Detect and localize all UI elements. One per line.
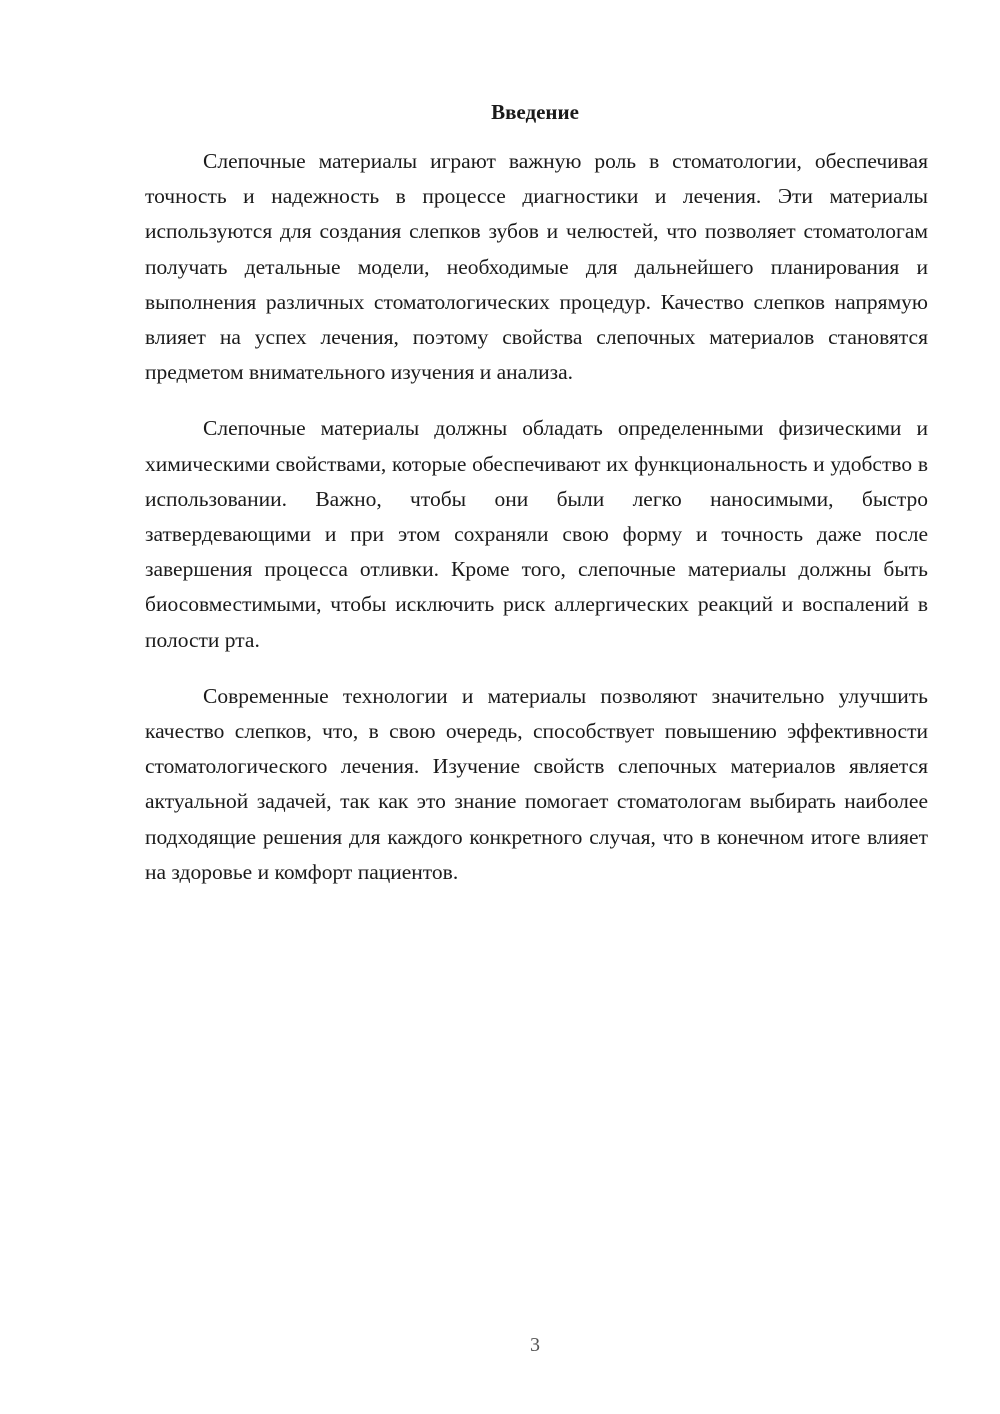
section-heading: Введение xyxy=(491,100,579,124)
body-text xyxy=(145,144,928,911)
page-number: 3 xyxy=(530,1334,540,1356)
paragraph-2: Слепочные материалы должны обладать определенными физическими и химическими свойствами, которые обеспечивают их функциональность и удобство в использовании. Важно, чтобы они были легко наносимыми, быстро затвердевающими и при этом сохраняли свою форму и точность даже после завершения процесса отливки. Кроме того, слепочные материалы должны быть биосовместимыми, чтобы исключить риск аллергических реакций и воспалений в полости рта. xyxy=(145,416,928,652)
paragraph-3: Современные технологии и материалы позволяют значительно улучшить качество слепков, что, в свою очередь, способствует повышению эффективности стоматологического лечения. Изучение свойств слепочных материалов является актуальной задачей, так как это знание помогает стоматологам выбирать наиболее подходящие решения для каждого конкретного случая, что в конечном итоге влияет на здоровье и комфорт пациентов. xyxy=(145,683,928,884)
paragraph-1: Слепочные материалы играют важную роль в стоматологии, обеспечивая точность и надежность в процессе диагностики и лечения. Эти материалы используются для создания слепков зубов и челюстей, что позволяет стоматологам получать детальные модели, необходимые для дальнейшего планирования и выполнения различных стоматологических процедур. Качество слепков напрямую влияет на успех лечения, поэтому свойства слепочных материалов становятся предметом внимательного изучения и анализа. xyxy=(145,149,928,385)
